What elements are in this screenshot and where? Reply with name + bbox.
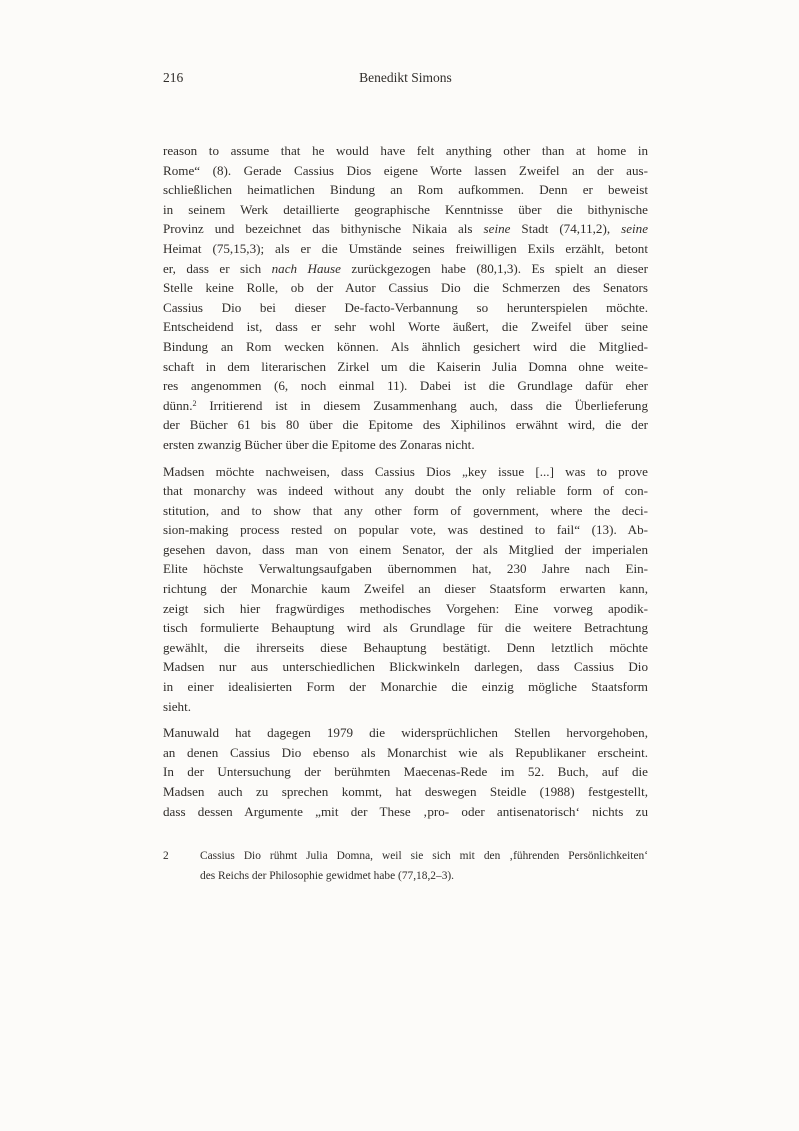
text-line — [163, 141, 648, 161]
text-line — [163, 559, 648, 579]
text-run: Stadt (74,11,2), — [510, 221, 622, 237]
text-line — [163, 677, 648, 697]
page-number: 216 — [163, 70, 184, 85]
text-run: In der Untersuchung der berühmten Maecenas-Rede im 52. Buch, auf die — [163, 764, 648, 780]
text-line — [163, 540, 648, 560]
emphasized-text: seine — [621, 221, 649, 237]
text-line — [163, 697, 648, 717]
paragraph-2 — [163, 462, 648, 717]
text-run: gewählt, die ihrerseits diese Behauptung bestätigt. Denn letztlich möchte — [163, 639, 648, 655]
text-run: gesehen davon, dass man von einem Senator, der als Mitglied der imperialen — [163, 541, 648, 557]
text-run: Cassius Dio rühmt Julia Domna, weil sie sich mit den ‚führenden Persönlichkeiten‘ — [200, 850, 648, 862]
text-line — [163, 579, 648, 599]
text-run: schaft in dem literarischen Zirkel um die Kaiserin Julia Domna ohne weite- — [163, 358, 648, 374]
text-line — [163, 200, 648, 220]
text-line — [163, 278, 648, 298]
text-line — [163, 161, 648, 181]
text-run: Madsen auch zu sprechen kommt, hat deswegen Steidle (1988) festgestellt, — [163, 784, 648, 799]
text-line — [163, 415, 648, 435]
text-run: richtung der Monarchie kaum Zweifel an dieser Staatsform erwarten kann, — [163, 581, 648, 597]
text-line — [200, 867, 648, 887]
text-run: Bindung an Rom wecken können. Als ähnlich gesichert wird die Mitglied- — [163, 338, 648, 354]
text-run: Elite höchste Verwaltungsaufgaben übernommen hat, 230 Jahre nach Ein- — [163, 561, 648, 577]
text-run: er, dass er sich — [163, 260, 272, 276]
text-run: Heimat (75,15,3); als er die Umstände seines freiwilligen Exils erzählt, betont — [163, 240, 648, 256]
text-line — [163, 435, 648, 455]
text-run: zurückgezogen habe (80,1,3). Es spielt an dieser — [340, 260, 648, 276]
text-run: dass dessen Argumente „mit der These ‚pro- oder antisenatorisch‘ nichts zu — [163, 803, 648, 819]
text-run: ersten zwanzig Bücher über die Epitome des Zonaras nicht. — [163, 436, 475, 452]
emphasized-text: seine — [483, 221, 511, 237]
text-run: res angenommen (6, noch einmal 11). Dabei ist die Grundlage dafür eher — [163, 378, 648, 394]
text-line — [163, 219, 648, 239]
text-run: Stelle keine Rolle, ob der Autor Cassius Dio die Schmerzen des Senators — [163, 280, 648, 296]
text-line — [163, 259, 648, 279]
running-title: Benedikt Simons — [359, 70, 452, 85]
text-run: der Bücher 61 bis 80 über die Epitome des Xiphilinos erwähnt wird, die der — [163, 417, 648, 433]
text-run: schließlichen heimatlichen Bindung an Rom aufkommen. Denn er beweist — [163, 182, 648, 198]
text-line — [163, 657, 648, 677]
text-run: sieht. — [163, 698, 192, 714]
text-run: Entscheidend ist, dass er sehr wohl Worte äußert, die Zweifel über seine — [163, 319, 648, 335]
footnote — [163, 847, 648, 886]
text-line — [163, 357, 648, 377]
text-line — [163, 376, 648, 396]
paragraph-3 — [163, 723, 648, 821]
text-line — [163, 317, 648, 337]
text-line — [163, 501, 648, 521]
text-run: stitution, and to show that any other form of government, where the deci- — [163, 502, 648, 518]
text-line — [163, 599, 648, 619]
text-run: in seinem Werk detaillierte geographische Kenntnisse über die bithynische — [163, 201, 648, 217]
body-text — [163, 141, 648, 828]
text-line — [163, 239, 648, 259]
text-run: sion-making process rested on popular vote, was destined to fail“ (13). Ab- — [163, 522, 648, 538]
text-run: Madsen möchte nachweisen, dass Cassius Dios „key issue [...] was to prove — [163, 463, 648, 479]
text-run: reason to assume that he would have felt anything other than at home in — [163, 143, 648, 158]
text-line — [163, 782, 648, 802]
text-run: dünn. — [163, 397, 193, 413]
footnote-text — [200, 847, 648, 886]
text-run: an denen Cassius Dio ebenso als Monarchist wie als Republikaner erscheint. — [163, 744, 648, 760]
text-run: Irritierend ist in diesem Zusammenhang auch, dass die Überlieferung — [196, 397, 648, 413]
text-run: that monarchy was indeed without any doubt the only reliable form of con- — [163, 483, 648, 499]
paragraph-1 — [163, 141, 648, 455]
text-line — [163, 396, 648, 416]
text-run: Madsen nur aus unterschiedlichen Blickwinkeln darlegen, dass Cassius Dio — [163, 659, 648, 675]
text-run: des Reichs der Philosophie gewidmet habe (77,18,2–3). — [200, 869, 455, 882]
text-line — [163, 481, 648, 501]
text-line — [163, 802, 648, 822]
text-line — [163, 462, 648, 482]
text-line — [200, 847, 648, 867]
text-line — [163, 723, 648, 743]
text-run: zeigt sich hier fragwürdiges methodisches Vorgehen: Eine vorweg apodik- — [163, 600, 648, 616]
text-line — [163, 337, 648, 357]
text-line — [163, 638, 648, 658]
text-run: tisch formulierte Behauptung wird als Grundlage für die weitere Betrachtung — [163, 620, 648, 636]
emphasized-text: nach Hause — [271, 260, 341, 276]
text-run: Manuwald hat dagegen 1979 die widersprüchlichen Stellen hervorgehoben, — [163, 725, 648, 741]
text-run: in einer idealisierten Form der Monarchie die einzig mögliche Staatsform — [163, 679, 648, 695]
footnote-number: 2 — [163, 850, 169, 862]
text-line — [163, 743, 648, 763]
text-line — [163, 762, 648, 782]
text-run: Provinz und bezeichnet das bithynische Nikaia als — [163, 221, 484, 237]
text-line — [163, 618, 648, 638]
text-line — [163, 180, 648, 200]
running-header — [163, 69, 648, 89]
text-line — [163, 298, 648, 318]
footnote-reference: 2 — [192, 399, 197, 409]
text-run: Cassius Dio bei dieser De-facto-Verbannung so herunterspielen möchte. — [163, 299, 648, 315]
text-run: Rome“ (8). Gerade Cassius Dios eigene Worte lassen Zweifel an der aus- — [163, 162, 648, 178]
text-line — [163, 520, 648, 540]
